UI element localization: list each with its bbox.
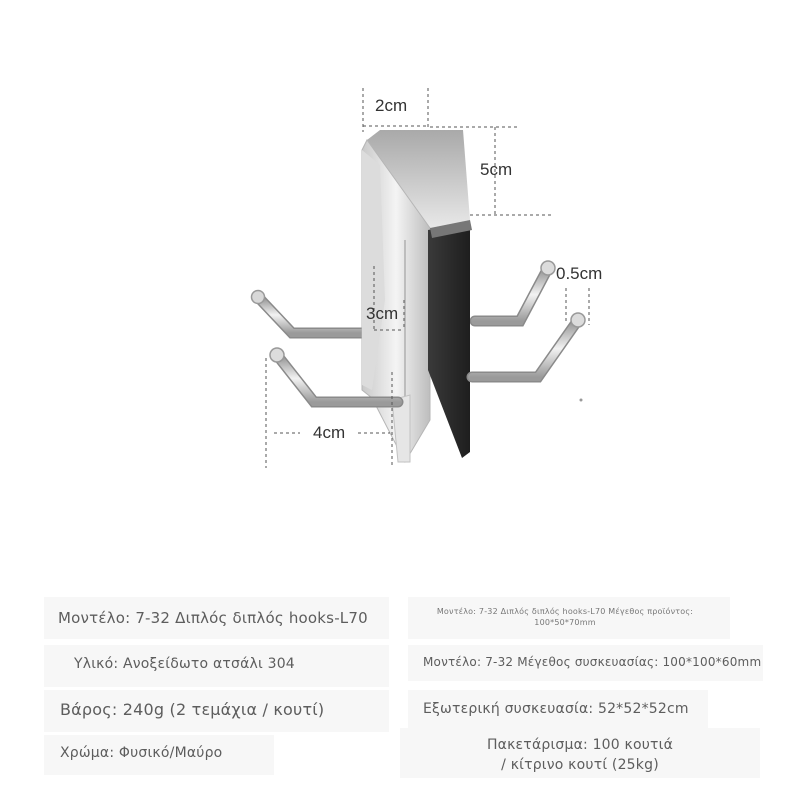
hook-body	[362, 130, 472, 462]
spec-packing	[400, 735, 760, 775]
hook-length-dimension-label: 4cm	[313, 423, 346, 442]
height-dimension-label: 5cm	[480, 160, 513, 179]
spec-product-size-line2: 100*50*70mm	[534, 618, 596, 627]
spec-packing-line1: Πακετάρισμα: 100 κουτιά	[486, 737, 674, 753]
spec-packing-line2: / κίτρινο κουτί (25kg)	[501, 757, 659, 773]
spec-package-size: Μοντέλο: 7-32 Μέγεθος συσκευασίας: 100*100*60mm	[423, 655, 762, 669]
spec-product-size	[420, 606, 710, 628]
spec-weight: Βάρος: 240g (2 τεμάχια / κουτί)	[60, 700, 325, 719]
width-dimension-label: 2cm	[375, 96, 408, 115]
spec-product-size-line1: Μοντέλο: 7-32 Διπλός διπλός hooks-L70 Μέγεθος προϊόντος:	[436, 607, 694, 616]
spec-outer-package: Εξωτερική συσκευασία: 52*52*52cm	[423, 701, 689, 717]
spec-material: Υλικό: Ανοξείδωτο ατσάλι 304	[74, 656, 295, 672]
spec-color: Χρώμα: Φυσικό/Μαύρο	[60, 745, 223, 761]
right-hook-upper	[475, 268, 548, 321]
spec-model: Μοντέλο: 7-32 Διπλός διπλός hooks-L70	[58, 609, 368, 627]
wire-dimension-label: 0.5cm	[556, 264, 603, 283]
left-hook-upper	[258, 297, 372, 333]
hook-height-dimension-label: 3cm	[366, 304, 399, 323]
right-hook-lower	[472, 320, 578, 377]
